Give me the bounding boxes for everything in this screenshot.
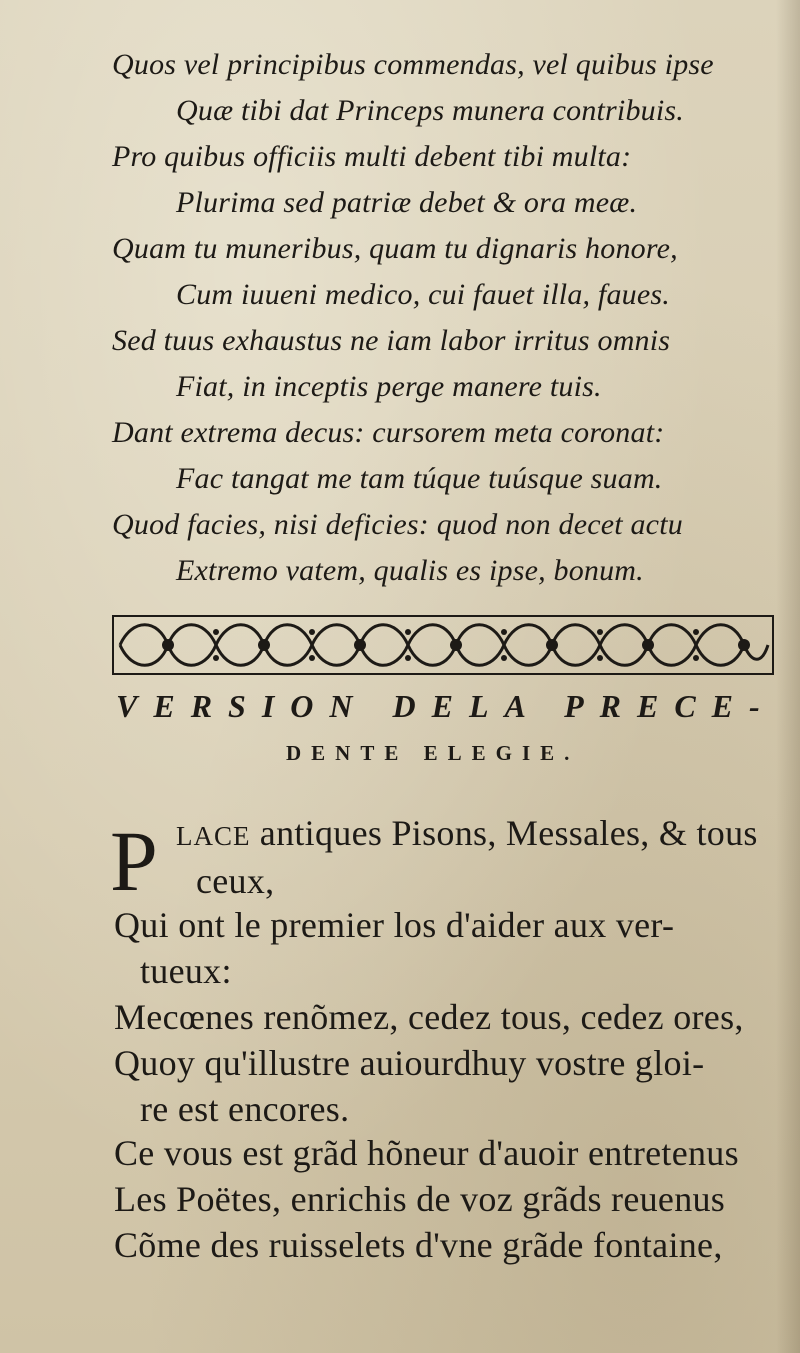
french-line: Ce vous est grãd hõneur d'auoir entretenus bbox=[114, 1133, 739, 1173]
french-line: Qui ont le premier los d'aider aux ver- bbox=[114, 905, 675, 945]
french-line: re est encores. bbox=[140, 1089, 350, 1129]
french-line: Quoy qu'illustre auiourdhuy vostre gloi- bbox=[114, 1043, 705, 1083]
first-line-rest: antiques Pisons, Messales, & tous bbox=[250, 813, 758, 853]
drop-cap: P bbox=[110, 813, 158, 909]
latin-line: Cum iuueni medico, cui fauet illa, faues. bbox=[176, 278, 670, 311]
latin-line: Quæ tibi dat Princeps munera contribuis. bbox=[176, 94, 684, 127]
latin-line: Dant extrema decus: cursorem meta coronat: bbox=[112, 416, 665, 449]
section-title: VERSION DELA PRECE- bbox=[116, 688, 776, 724]
latin-line: Pro quibus officiis multi debent tibi multa: bbox=[112, 140, 632, 173]
latin-line: Fiat, in inceptis perge manere tuis. bbox=[176, 370, 602, 403]
latin-line: Fac tangat me tam túque tuúsque suam. bbox=[176, 462, 663, 495]
french-line: Les Poëtes, enrichis de voz grãds reuenus bbox=[114, 1179, 726, 1219]
page-edge-shadow bbox=[776, 0, 800, 1353]
latin-line: Quos vel principibus commendas, vel quibus ipse bbox=[112, 48, 714, 81]
section-subtitle: DENTE ELEGIE. bbox=[286, 741, 580, 765]
french-line: ceux, bbox=[196, 861, 275, 901]
latin-line: Plurima sed patriæ debet & ora meæ. bbox=[176, 186, 638, 219]
french-line: tueux: bbox=[140, 951, 232, 991]
french-line: Mecœnes renõmez, cedez tous, cedez ores, bbox=[114, 997, 744, 1037]
first-word-smallcaps: LACE bbox=[176, 821, 251, 851]
first-line bbox=[176, 812, 758, 854]
ornament-band-icon bbox=[112, 612, 774, 678]
french-line: Cõme des ruisselets d'vne grãde fontaine, bbox=[114, 1225, 723, 1265]
latin-line: Sed tuus exhaustus ne iam labor irritus omnis bbox=[112, 324, 671, 357]
latin-line: Quod facies, nisi deficies: quod non decet actu bbox=[112, 508, 683, 541]
latin-line: Quam tu muneribus, quam tu dignaris honore, bbox=[112, 232, 678, 265]
latin-line: Extremo vatem, qualis es ipse, bonum. bbox=[176, 554, 644, 587]
